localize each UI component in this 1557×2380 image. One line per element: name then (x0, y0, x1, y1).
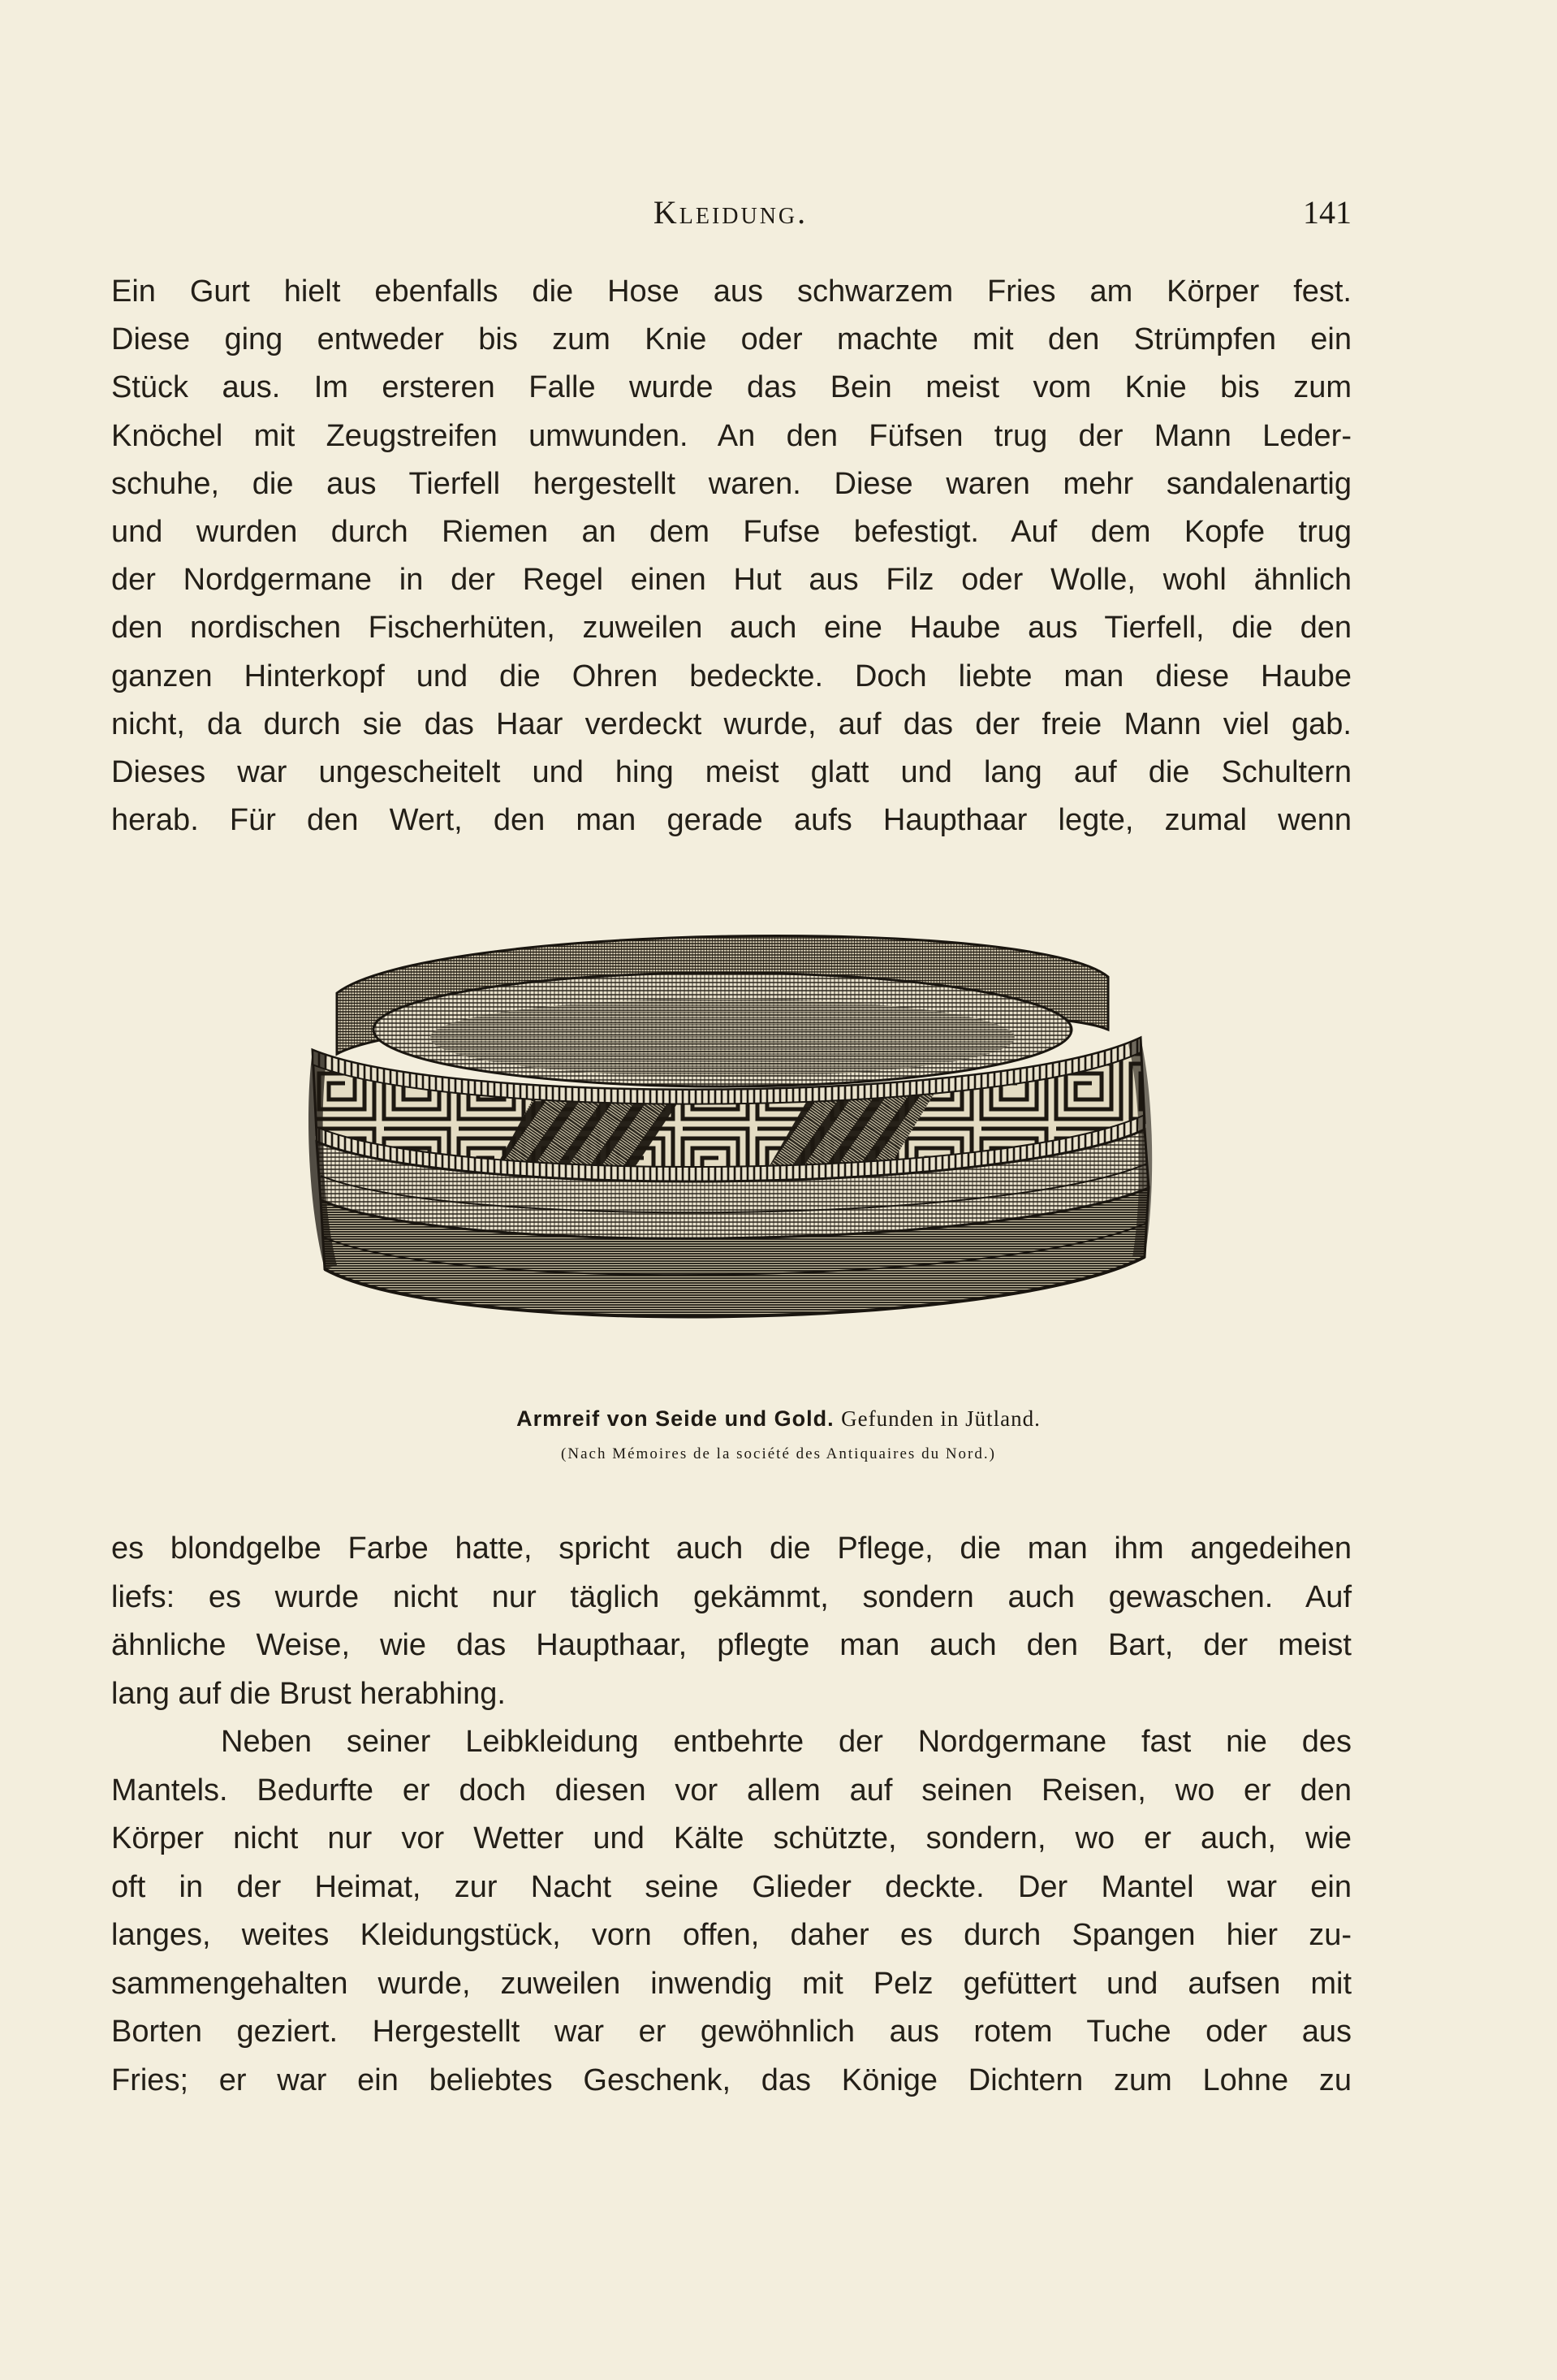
text-line: Knöchel mit Zeugstreifen umwunden. An den Füfsen trug der Mann Leder- (111, 418, 1352, 453)
text-line: Stück aus. Im ersteren Falle wurde das Bein meist vom Knie bis zum (111, 370, 1352, 405)
running-title: Kleidung. (653, 194, 809, 231)
figure-caption (0, 1406, 1557, 1432)
text-line: Ein Gurt hielt ebenfalls die Hose aus schwarzem Fries am Körper fest. (111, 274, 1352, 309)
text-line: schuhe, die aus Tierfell hergestellt waren. Diese waren mehr sandalenartig (111, 466, 1352, 501)
text-line: oft in der Heimat, zur Nacht seine Glieder deckte. Der Mantel war ein (111, 1869, 1352, 1904)
text-line: ähnliche Weise, wie das Haupthaar, pflegte man auch den Bart, der meist (111, 1628, 1352, 1662)
text-line: langes, weites Kleidungstück, vorn offen, daher es durch Spangen hier zu- (111, 1918, 1352, 1952)
text-line: Körper nicht nur vor Wetter und Kälte schützte, sondern, wo er auch, wie (111, 1821, 1352, 1855)
text-line: nicht, da durch sie das Haar verdeckt wurde, auf das der freie Mann viel gab. (111, 706, 1352, 741)
text-line: lang auf die Brust herabhing. (111, 1676, 506, 1711)
text-line: Neben seiner Leibkleidung entbehrte der Nordgermane fast nie des (221, 1725, 1352, 1759)
text-line: Dieses war ungescheitelt und hing meist glatt und lang auf die Schultern (111, 755, 1352, 790)
text-line: und wurden durch Riemen an dem Fufse befestigt. Auf dem Kopfe trug (111, 515, 1352, 550)
caption-location: Gefunden in Jütland. (841, 1406, 1041, 1431)
text-line: den nordischen Fischerhüten, zuweilen auch eine Haube aus Tierfell, die den (111, 611, 1352, 646)
text-line: Diese ging entweder bis zum Knie oder machte mit den Strümpfen ein (111, 322, 1352, 357)
text-line: es blondgelbe Farbe hatte, spricht auch die Pflege, die man ihm angedeihen (111, 1531, 1352, 1566)
text-block-bottom (111, 1525, 1352, 2105)
figure-source: (Nach Mémoires de la société des Antiquaires du Nord.) (561, 1445, 996, 1462)
text-line: herab. Für den Wert, den man gerade aufs Haupthaar legte, zumal wenn (111, 803, 1352, 838)
text-line: Mantels. Bedurfte er doch diesen vor allem auf seinen Reisen, wo er den (111, 1773, 1352, 1808)
page-number: 141 (1303, 194, 1352, 231)
text-line: sammengehalten wurde, zuweilen inwendig mit Pelz gefüttert und aufsen mit (111, 1966, 1352, 2001)
text-line: der Nordgermane in der Regel einen Hut aus Filz oder Wolle, wohl ähnlich (111, 563, 1352, 598)
page-header (110, 193, 1352, 242)
caption-title: Armreif von Seide und Gold. (516, 1406, 835, 1431)
text-line: liefs: es wurde nicht nur täglich gekämmt, sondern auch gewaschen. Auf (111, 1579, 1352, 1614)
text-line: ganzen Hinterkopf und die Ohren bedeckte. Doch liebte man diese Haube (111, 659, 1352, 693)
text-line: Fries; er war ein beliebtes Geschenk, das Könige Dichtern zum Lohne zu (111, 2063, 1352, 2097)
armband-engraving (304, 900, 1157, 1346)
text-line: Borten geziert. Hergestellt war er gewöhnlich aus rotem Tuche oder aus (111, 2015, 1352, 2049)
text-block-top (111, 268, 1352, 844)
